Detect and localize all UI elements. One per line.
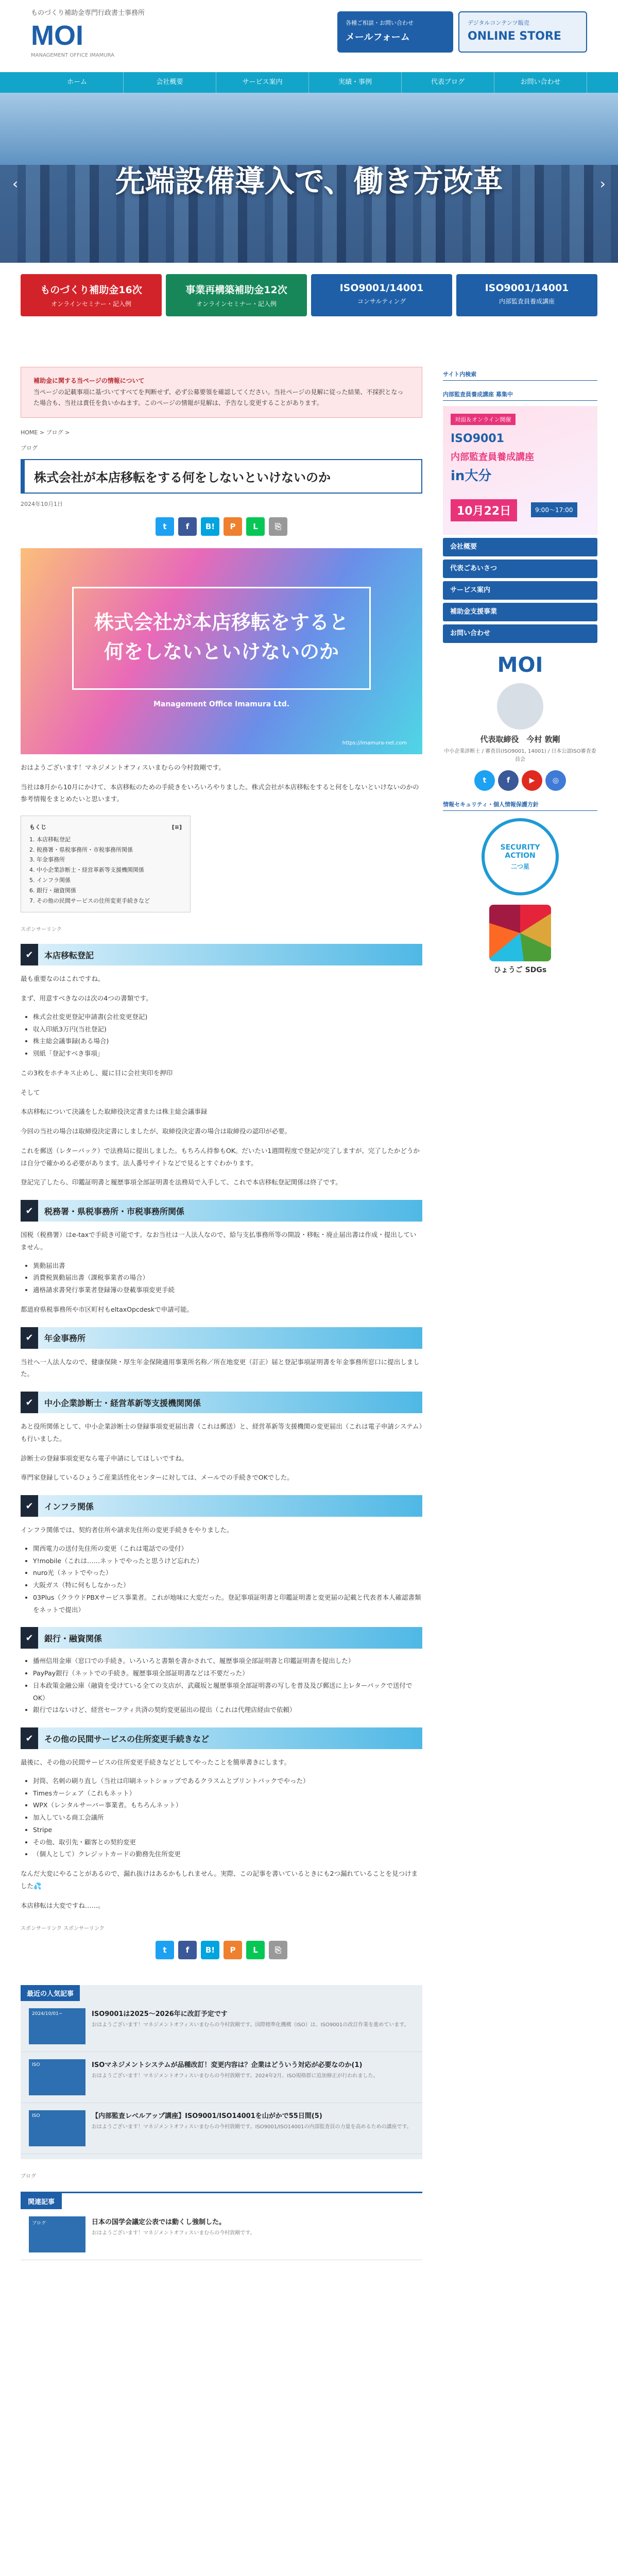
section-paragraph: 当社へ一人法人なので、健康保険・厚生年金保険適用事業所名称／所在地変更（訂正）届と登記事項証明書を年金事務所窓口に提出しました。 [21,1358,420,1378]
nav-contact[interactable]: お問い合わせ [494,72,587,93]
toc-item[interactable]: 6. 銀行・融資関係 [29,887,76,894]
bullet-item: • Y!mobile（これは……ネットでやったと思うけど忘れた） [33,1555,422,1567]
banner-course: 内部監査員養成講座 [451,452,534,463]
notice-body: 当ページの記載事項に基づいてすべてを判断せず、必ず公募要領を確認してください。当社ページの見解に従った結果、不採択となった場合も、当社は責任を負いかねます。このページの情報が見解は、予告なし変更することがあります。 [33,388,404,407]
share-button-icon[interactable]: t [156,517,174,536]
share-button-icon[interactable]: t [156,1941,174,1959]
sdgs-icon [489,905,551,961]
section-paragraph: 最も重要なのはこれですね。 [21,975,105,983]
toc-item[interactable]: 1. 本店移転登記 [29,836,71,843]
promo-cards [0,263,618,328]
related-title: 日本の国学会議定公表では動くし強制した。 [92,2218,226,2227]
popular-thumb: ISO [29,2059,85,2095]
online-store-button[interactable] [458,11,587,53]
tag-label: スポンサーリンク スポンサーリンク [21,1926,105,1932]
intro-paragraph: 当社は8月から10月にかけて、本店移転のための手続きをいろいろやりました。株式会社が本店移転をすると何をしないといけないのかの参考情報をまとめたいと思います。 [21,783,419,803]
share-button-icon[interactable]: P [224,517,242,536]
toc-item[interactable]: 3. 年金事務所 [29,856,65,863]
section-paragraph: インフラ関係では、契約者住所や請求先住所の変更手続きをやりました。 [21,1526,233,1534]
page-title: 株式会社が本店移転をする何をしないといけないのか [21,459,422,494]
bullet-item: • PayPay銀行（ネットでの手続き。履歴事項全部証明書などは不要だった） [33,1667,422,1680]
section-paragraph: 本店移転について決議をした取締役決定書または株主総会議事録 [21,1108,208,1116]
bullet-item: • Stripe [33,1824,422,1836]
mail-form-button[interactable] [337,11,453,53]
toc-item[interactable]: 4. 中小企業診断士・経営革新等支援機関関係 [29,867,144,874]
banner-time: 9:00〜17:00 [531,502,577,517]
promo-card-sub: コンサルティング [357,298,406,305]
section-paragraph: 専門家登録しているひょうご産業活性化センターに対しては、メールでの手続きでOKでした。 [21,1473,294,1482]
global-nav [0,72,618,93]
post-date: 2024年10月1日 [21,500,63,507]
bullet-item: • 収入印紙3万円(当社登記) [33,1023,422,1036]
sidebar-menu-item[interactable]: 補助金支援事業 [443,603,597,621]
social-icon[interactable]: f [498,770,519,791]
security-action-label: SECURITY ACTION [500,843,540,860]
sidebar-menu-item[interactable]: お問い合わせ [443,624,597,643]
sidebar-menu [443,538,597,643]
bullet-list [33,1260,422,1296]
share-button-icon[interactable]: f [178,1941,197,1959]
related-excerpt: おはようございます！マネジメントオフィスいまむらの今村敦剛です。 [92,2230,255,2236]
site-logo[interactable]: MOI [31,20,83,51]
bullet-item: • 株主総会議事録(ある場合) [33,1035,422,1047]
slider-next-icon[interactable]: › [599,175,606,192]
bullet-item: • Timesカーシェア（これもネット） [33,1787,422,1800]
related-item[interactable] [21,2209,422,2260]
banner-tag: 対面＆オンライン開催 [451,414,516,425]
category-link[interactable]: ブログ [21,2174,36,2180]
check-icon: ✔ [21,1392,38,1413]
nav-results[interactable]: 実績・事例 [309,72,402,93]
section-paragraph: 国税（税務署）はe-taxで手続き可能です。なお当社は一人法人なので、給与支払事務所等の開設・移転・廃止届出書は作成・提出していません。 [21,1231,417,1251]
nav-company[interactable]: 会社概要 [124,72,216,93]
popular-title: ISO9001は2025〜2026年に改訂予定です [92,2010,228,2019]
bullet-item: • その他、取引先・顧客との契約変更 [33,1836,422,1849]
popular-excerpt: おはようございます！マネジメントオフィスいまむらの今村敦剛です。2024年2月、ISO規格群に追加修正が行われました。 [92,2073,379,2079]
section-heading-text: その他の民間サービスの住所変更手続きなど [44,1734,210,1744]
popular-title: ISOマネジメントシステムが品種改訂！変更内容は？企業はどういう対応が必要なのか(1) [92,2061,363,2070]
breadcrumb[interactable]: HOME > ブログ > [21,429,70,436]
avatar [497,683,543,730]
share-button-icon[interactable]: L [246,517,265,536]
share-button-icon[interactable]: B! [201,1941,219,1959]
sidebar-menu-item[interactable]: サービス案内 [443,581,597,600]
related-posts [21,2192,422,2260]
section-paragraph: 今回の当社の場合は取締役決定書にしましたが、取締役決定書の場合は取締役の認印が必要。 [21,1127,291,1136]
profile-name: 代表取締役 今村 敦剛 [480,735,560,744]
share-button-icon[interactable]: B! [201,517,219,536]
popular-thumb: ISO [29,2110,85,2146]
bullet-item: • 株式会社変更登記申請書(会社変更登記) [33,1011,422,1023]
mail-form-small-label: 各種ご相談・お問い合わせ [346,20,414,26]
toc-toggle-icon[interactable]: [≡] [171,824,182,831]
eyecatch-brand: Management Office Imamura Ltd. [153,700,290,708]
table-of-contents [21,816,191,912]
share-button-icon[interactable]: P [224,1941,242,1959]
section-paragraph: 最後に、その他の民間サービスの住所変更手続きなどとしてやったことを簡単書きにします。 [21,1758,291,1767]
social-links [443,770,597,791]
sidebar-events-heading: 内部監査員養成講座 募集中 [443,390,597,401]
banner-date: 10月22日 [451,499,517,521]
eyecatch-line2: 何をしないといけないのか [104,640,339,663]
nav-services[interactable]: サービス案内 [216,72,309,93]
nav-blog[interactable]: 代表ブログ [402,72,494,93]
sidebar-menu-item[interactable]: 代表ごあいさつ [443,560,597,578]
audit-seminar-banner[interactable] [443,406,597,535]
online-store-small-label: デジタルコンテンツ販売 [468,20,529,26]
social-icon[interactable]: ◎ [545,770,566,791]
online-store-label: ONLINE STORE [468,30,561,43]
section-heading-text: インフラ関係 [44,1501,94,1512]
post-category[interactable]: ブログ [21,444,38,451]
social-icon[interactable]: t [474,770,495,791]
logo-subtitle: MANAGEMENT OFFICE IMAMURA [31,53,114,58]
popular-item[interactable] [21,2103,422,2154]
bullet-item: • 銀行ではないけど、経営セーフティ共済の契約変更届出の提出（これは代理店経由で依頼） [33,1704,422,1716]
section-paragraph: これを郵送（レターパック）で法務局に提出しました。もちろん持参もOK。だいたい1週間程度で登記が完了しますが、完了したかどうかは自分で確かめる必要があります。法人番号サイトなどで見るとすぐわかります。 [21,1146,420,1167]
section-heading [21,1627,422,1649]
site-header [0,0,618,72]
bullet-item: • 03Plus（クラウドPBXサービス事業者。これが地味に大変だった。登記事項証明書と印鑑証明書と変更届の記載と代表者本人確認書類をネットで提出） [33,1591,422,1616]
share-button-icon[interactable]: ⎘ [269,517,287,536]
share-button-icon[interactable]: f [178,517,197,536]
section-paragraph: なんだ大変にやることがあるので、漏れ抜けはあるかもしれません。実際、この記事を書いているときにも2つ漏れていることを見つけました💦 [21,1870,418,1890]
notice-heading: 補助金に関する当ページの情報について [33,377,145,384]
section-paragraph: そして [21,1088,40,1096]
check-icon: ✔ [21,944,38,965]
share-button-icon[interactable]: L [246,1941,265,1959]
promo-card-monozukuri[interactable] [21,274,162,316]
check-icon: ✔ [21,1327,38,1349]
promo-card-sub: オンラインセミナー・記入例 [196,300,277,308]
eyecatch-title-box [72,587,371,690]
related-heading: 関連記事 [21,2193,62,2209]
security-action-badge[interactable] [443,818,597,895]
bullet-item: • 封筒、名刺の刷り直し（当社は印刷ネットショップであるクラスムとプリントパックでやった） [33,1775,422,1787]
bullet-item: • 消費税異動届出書（課税事業者の場合） [33,1272,422,1284]
popular-posts [21,1985,422,2159]
sdgs-label: ひょうご SDGs [493,966,547,974]
banner-iso: ISO9001 [451,432,504,445]
toc-item[interactable]: 7. その他の民間サービスの住所変更手続きなど [29,897,150,904]
section-paragraph: この3枚をホチキス止めし、縦に目に会社実印を押印 [21,1069,173,1077]
subsidy-notice [21,367,422,418]
toc-item[interactable]: 2. 税務署・県税事務所・市税事務所関係 [29,846,133,853]
section-heading [21,1495,422,1517]
promo-card-sub: 内部監査員養成講座 [499,298,555,305]
banner-location: in大分 [451,468,492,484]
share-button-icon[interactable]: ⎘ [269,1941,287,1959]
section-heading [21,1327,422,1349]
promo-card-title: ものづくり補助金16次 [40,284,142,296]
bullet-item: • 大阪ガス（特に何もしなかった） [33,1579,422,1591]
social-icon[interactable]: ▶ [522,770,542,791]
eyecatch-url: https://imamura-net.com [342,740,407,746]
section-paragraph: 本店移転は大変ですね……。 [21,1901,105,1909]
bullet-item: • WPX（レンタルサーバー事業者。もちろんネット） [33,1799,422,1811]
profile-credentials: 中小企業診断士 / 審査員(ISO9001, 14001) / 日本公認ISO審査委員会 [444,749,596,762]
promo-card-sub: オンラインセミナー・記入例 [51,300,131,308]
promo-card-iso-consulting[interactable] [311,274,452,316]
eyecatch-line1: 株式会社が本店移転をすると [94,611,349,634]
section-heading [21,944,422,965]
bullet-list [33,1543,422,1616]
section-paragraph: 診断士の登録事項変更なら電子申請にしてほしいですね。 [21,1454,188,1462]
mail-form-label: メールフォーム [346,32,410,43]
check-icon: ✔ [21,1727,38,1749]
bullet-list [33,1775,422,1860]
promo-card-iso-audit[interactable] [456,274,597,316]
section-heading [21,1727,422,1749]
bullet-item: • （個人として）クレジットカードの勤務先住所変更 [33,1848,422,1860]
toc-item[interactable]: 5. インフラ関係 [29,877,71,884]
bullet-item: • 別紙「登記すべき事項」 [33,1047,422,1060]
popular-item[interactable] [21,2052,422,2103]
section-heading [21,1392,422,1413]
share-buttons-bottom [21,1941,422,1959]
sponsor-label: スポンサーリンク [21,927,62,933]
bullet-item: • nuro光（ネットでやった） [33,1567,422,1579]
bullet-item: • 播州信用金庫（窓口での手続き。いろいろと書類を書かされて、履歴事項全部証明書と印鑑証明書を提出した） [33,1655,422,1667]
related-thumb: ブログ [29,2216,85,2252]
popular-item[interactable] [21,2001,422,2052]
bullet-item: • 日本政策金融公庫（融資を受けている全ての支店が、武蔵坂と履歴事項全部証明書の写しを普及及び郵送に上レターパックで送付でOK） [33,1680,422,1704]
bullet-item: • 適格請求書発行事業者登録簿の登載事項変更手続 [33,1284,422,1296]
section-paragraph: あと役所関係として、中小企業診断士の登録事項変更届出書（これは郵送）と、経営革新等支援機関の変更届出（これは電子申請システム）も行いました。 [21,1422,422,1443]
section-paragraph: まず、用意すべきなのは次の4つの書類です。 [21,994,152,1003]
intro-paragraph: おはようございます！マネジメントオフィスいまむらの今村敦剛です。 [21,763,225,771]
site-tagline: ものづくり補助金専門行政書士事務所 [31,9,145,17]
sidebar [443,361,597,975]
profile-logo: MOI [497,653,543,677]
check-icon: ✔ [21,1495,38,1517]
security-action-sub: 二つ星 [510,862,529,870]
section-heading [21,1200,422,1222]
section-heading-text: 年金事務所 [44,1333,86,1344]
toc-heading: もくじ [29,824,46,831]
section-paragraph: 都道府県税事務所や市区町村もeltaxOpcdeskで申請可能。 [21,1305,194,1313]
promo-card-title: 事業再構築補助金12次 [185,284,287,296]
popular-thumb: 2024/10/01~ [29,2008,85,2044]
bullet-list [33,1011,422,1060]
check-icon: ✔ [21,1627,38,1649]
profile-card [443,653,597,791]
section-heading-text: 銀行・融資関係 [44,1633,102,1643]
section-heading-text: 本店移転登記 [44,950,94,960]
main-content [21,367,422,2260]
bullet-item: • 関西電力の送付先住所の変更（これは電話での受付） [33,1543,422,1555]
promo-card-title: ISO9001/14001 [339,282,424,294]
popular-excerpt: おはようございます！マネジメントオフィスいまむらの今村敦剛です。国際標準化機構（ISO）は、ISO9001の改訂作業を進めています。 [92,2022,409,2028]
sdgs-badge[interactable] [443,905,597,975]
bullet-item: • 異動届出書 [33,1260,422,1272]
popular-heading: 最近の人気記事 [21,1985,80,2001]
section-paragraph: 登記完了したら、印鑑証明書と履歴事項全部証明書を法務局で入手して、これで本店移転登記関係は終了です。 [21,1178,342,1187]
sidebar-search-heading: サイト内検索 [443,370,597,381]
share-buttons [21,517,422,536]
popular-title: 【内部監査レベルアップ講座】ISO9001/ISO14001を山がかで55日間(5) [92,2112,322,2121]
hero-slider [0,93,618,263]
popular-excerpt: おはようございます！マネジメントオフィスいまむらの今村敦剛です。ISO9001/ISO14001の内部監査員の力量を高めるための講座です。 [92,2124,412,2130]
section-heading-text: 税務署・県税事務所・市税事務所関係 [44,1206,185,1216]
promo-card-restructuring[interactable] [166,274,307,316]
slider-prev-icon[interactable]: ‹ [12,175,19,192]
sidebar-menu-item[interactable]: 会社概要 [443,538,597,556]
bullet-list [33,1655,422,1716]
bullet-item: • 加入している商工会議所 [33,1811,422,1824]
promo-card-title: ISO9001/14001 [485,282,569,294]
hero-title: 先端設備導入で、働き方改革 [115,164,503,199]
check-icon: ✔ [21,1200,38,1222]
eyecatch-image [21,548,422,754]
nav-home[interactable]: ホーム [31,72,124,93]
security-heading: 情報セキュリティ・個人情報保護方針 [443,800,597,811]
section-heading-text: 中小企業診断士・経営革新等支援機関関係 [44,1398,201,1408]
